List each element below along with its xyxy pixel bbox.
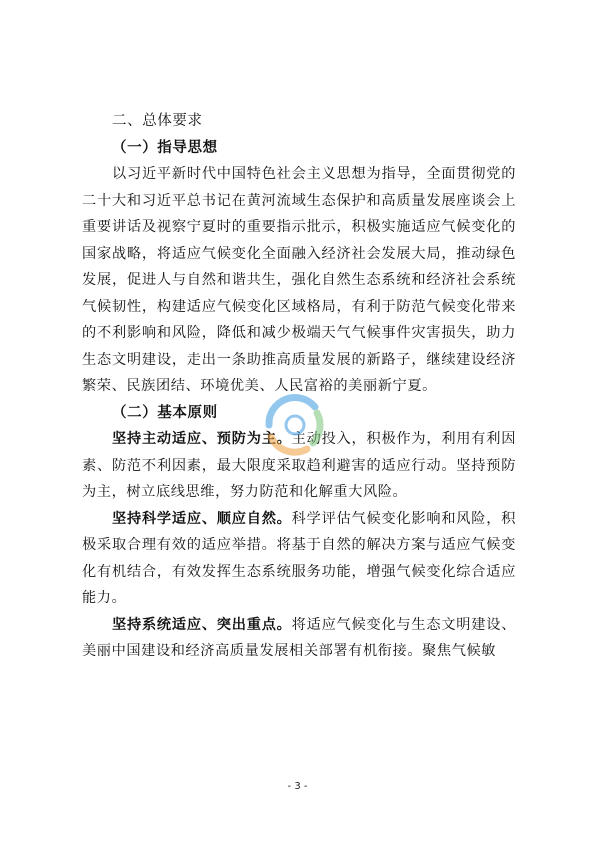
- subsection-heading-guiding-ideology: （一）指导思想: [112, 138, 218, 156]
- cloud-logo-watermark-icon: [255, 385, 335, 465]
- guiding-ideology-paragraph: 以习近平新时代中国特色社会主义思想为指导，全面贯彻党的二十大和习近平总书记在黄河流域生态保护和高质量发展座谈会上重要讲话及视察宁夏时的重要指示批示，积极实施适应气候变化的国家战略，将适应气候变化全面融入经济社会发展大局，推动绿色发展，促进人与自然和谐共生，强化自然生态系统和经济社会系统气候韧性，构建适应气候变化区域格局，有利于防范气候变化带来的不利影响和风险，降低和减少极端天气气候事件灾害损失，助力生态文明建设，走出一条助推高质量发展的新路子，继续建设经济繁荣、民族团结、环境优美、人民富裕的美丽新宁夏。: [82, 166, 516, 394]
- principle-text: 科学评估气候变化影响和风险，积极采取合理有效的适应举措。将基于自然的解决方案与适应气候变化有机结合，有效发挥生态系统服务功能，增强气候变化综合适应能力。: [82, 510, 516, 606]
- principle-lead: 坚持科学适应、顺应自然。: [112, 510, 292, 527]
- section-heading: 二、总体要求: [112, 113, 203, 129]
- page-number: - 3 -: [287, 781, 308, 792]
- principle-text: 主动投入，积极作为，利用有利因素、防范不利因素，最大限度采取趋利避害的适应行动。坚持预防为主，树立底线思维，努力防范和化解重大风险。: [82, 431, 516, 500]
- principle-text: 将适应气候变化与生态文明建设、美丽中国建设和经济高质量发展相关部署有机衔接。聚焦气候敏: [82, 616, 516, 659]
- principle-paragraph: [82, 612, 516, 665]
- subsection-heading-basic-principles: （二）基本原则: [112, 403, 218, 421]
- principle-lead: 坚持系统适应、突出重点。: [112, 616, 292, 633]
- principle-lead: 坚持主动适应、预防为主。: [112, 431, 292, 447]
- principle-paragraph: [82, 506, 516, 612]
